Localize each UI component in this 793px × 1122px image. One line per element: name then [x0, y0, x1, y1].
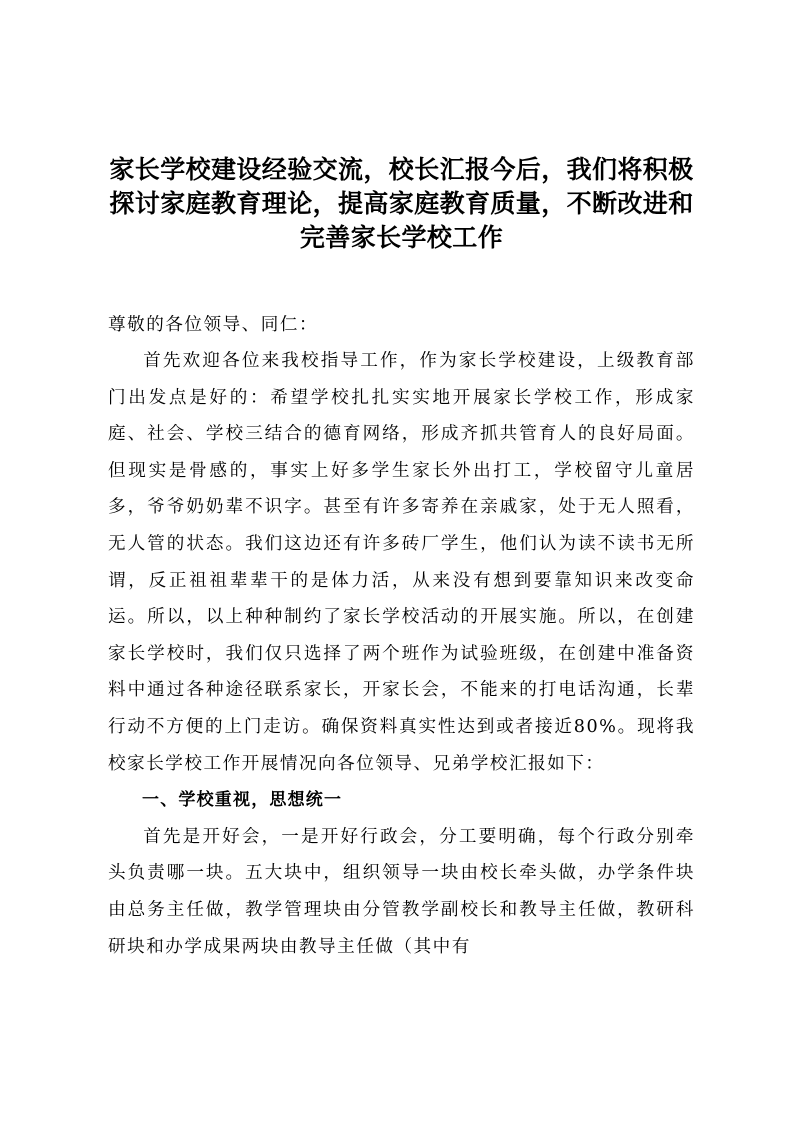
- document-title: 家长学校建设经验交流，校长汇报今后，我们将积极探讨家庭教育理论，提高家庭教育质量，不断改进和完善家长学校工作: [109, 155, 694, 252]
- section-paragraph: 首先是开好会，一是开好行政会，分工要明确，每个行政分别牵头负责哪一块。五大块中，组织领导一块由校长牵头做，办学条件块由总务主任做，教学管理块由分管教学副校长和教导主任做，教研科研块和办学成果两块由教导主任做（其中有: [108, 826, 695, 957]
- salutation: 尊敬的各位领导、同仁：: [108, 315, 319, 335]
- section-heading: 一、学校重视，思想统一: [142, 790, 343, 811]
- body-paragraph: 首先欢迎各位来我校指导工作，作为家长学校建设，上级教育部门出发点是好的：希望学校扎扎实实地开展家长学校工作，形成家庭、社会、学校三结合的德育网络，形成齐抓共管育人的良好局面。但现实是骨感的，事实上好多学生家长外出打工，学校留守儿童居多，爷爷奶奶辈不识字。甚至有许多寄养在亲戚家，处于无人照看，无人管的状态。我们这边还有许多砖厂学生，他们认为读不读书无所谓，反正祖祖辈辈干的是体力活，从来没有想到要靠知识来改变命运。所以，以上种种制约了家长学校活动的开展实施。所以，在创建家长学校时，我们仅只选择了两个班作为试验班级，在创建中准备资料中通过各种途径联系家长，开家长会，不能来的打电话沟通，长辈行动不方便的上门走访。确保资料真实性达到或者接近80%。现将我校家长学校工作开展情况向各位领导、兄弟学校汇报如下：: [108, 351, 695, 774]
